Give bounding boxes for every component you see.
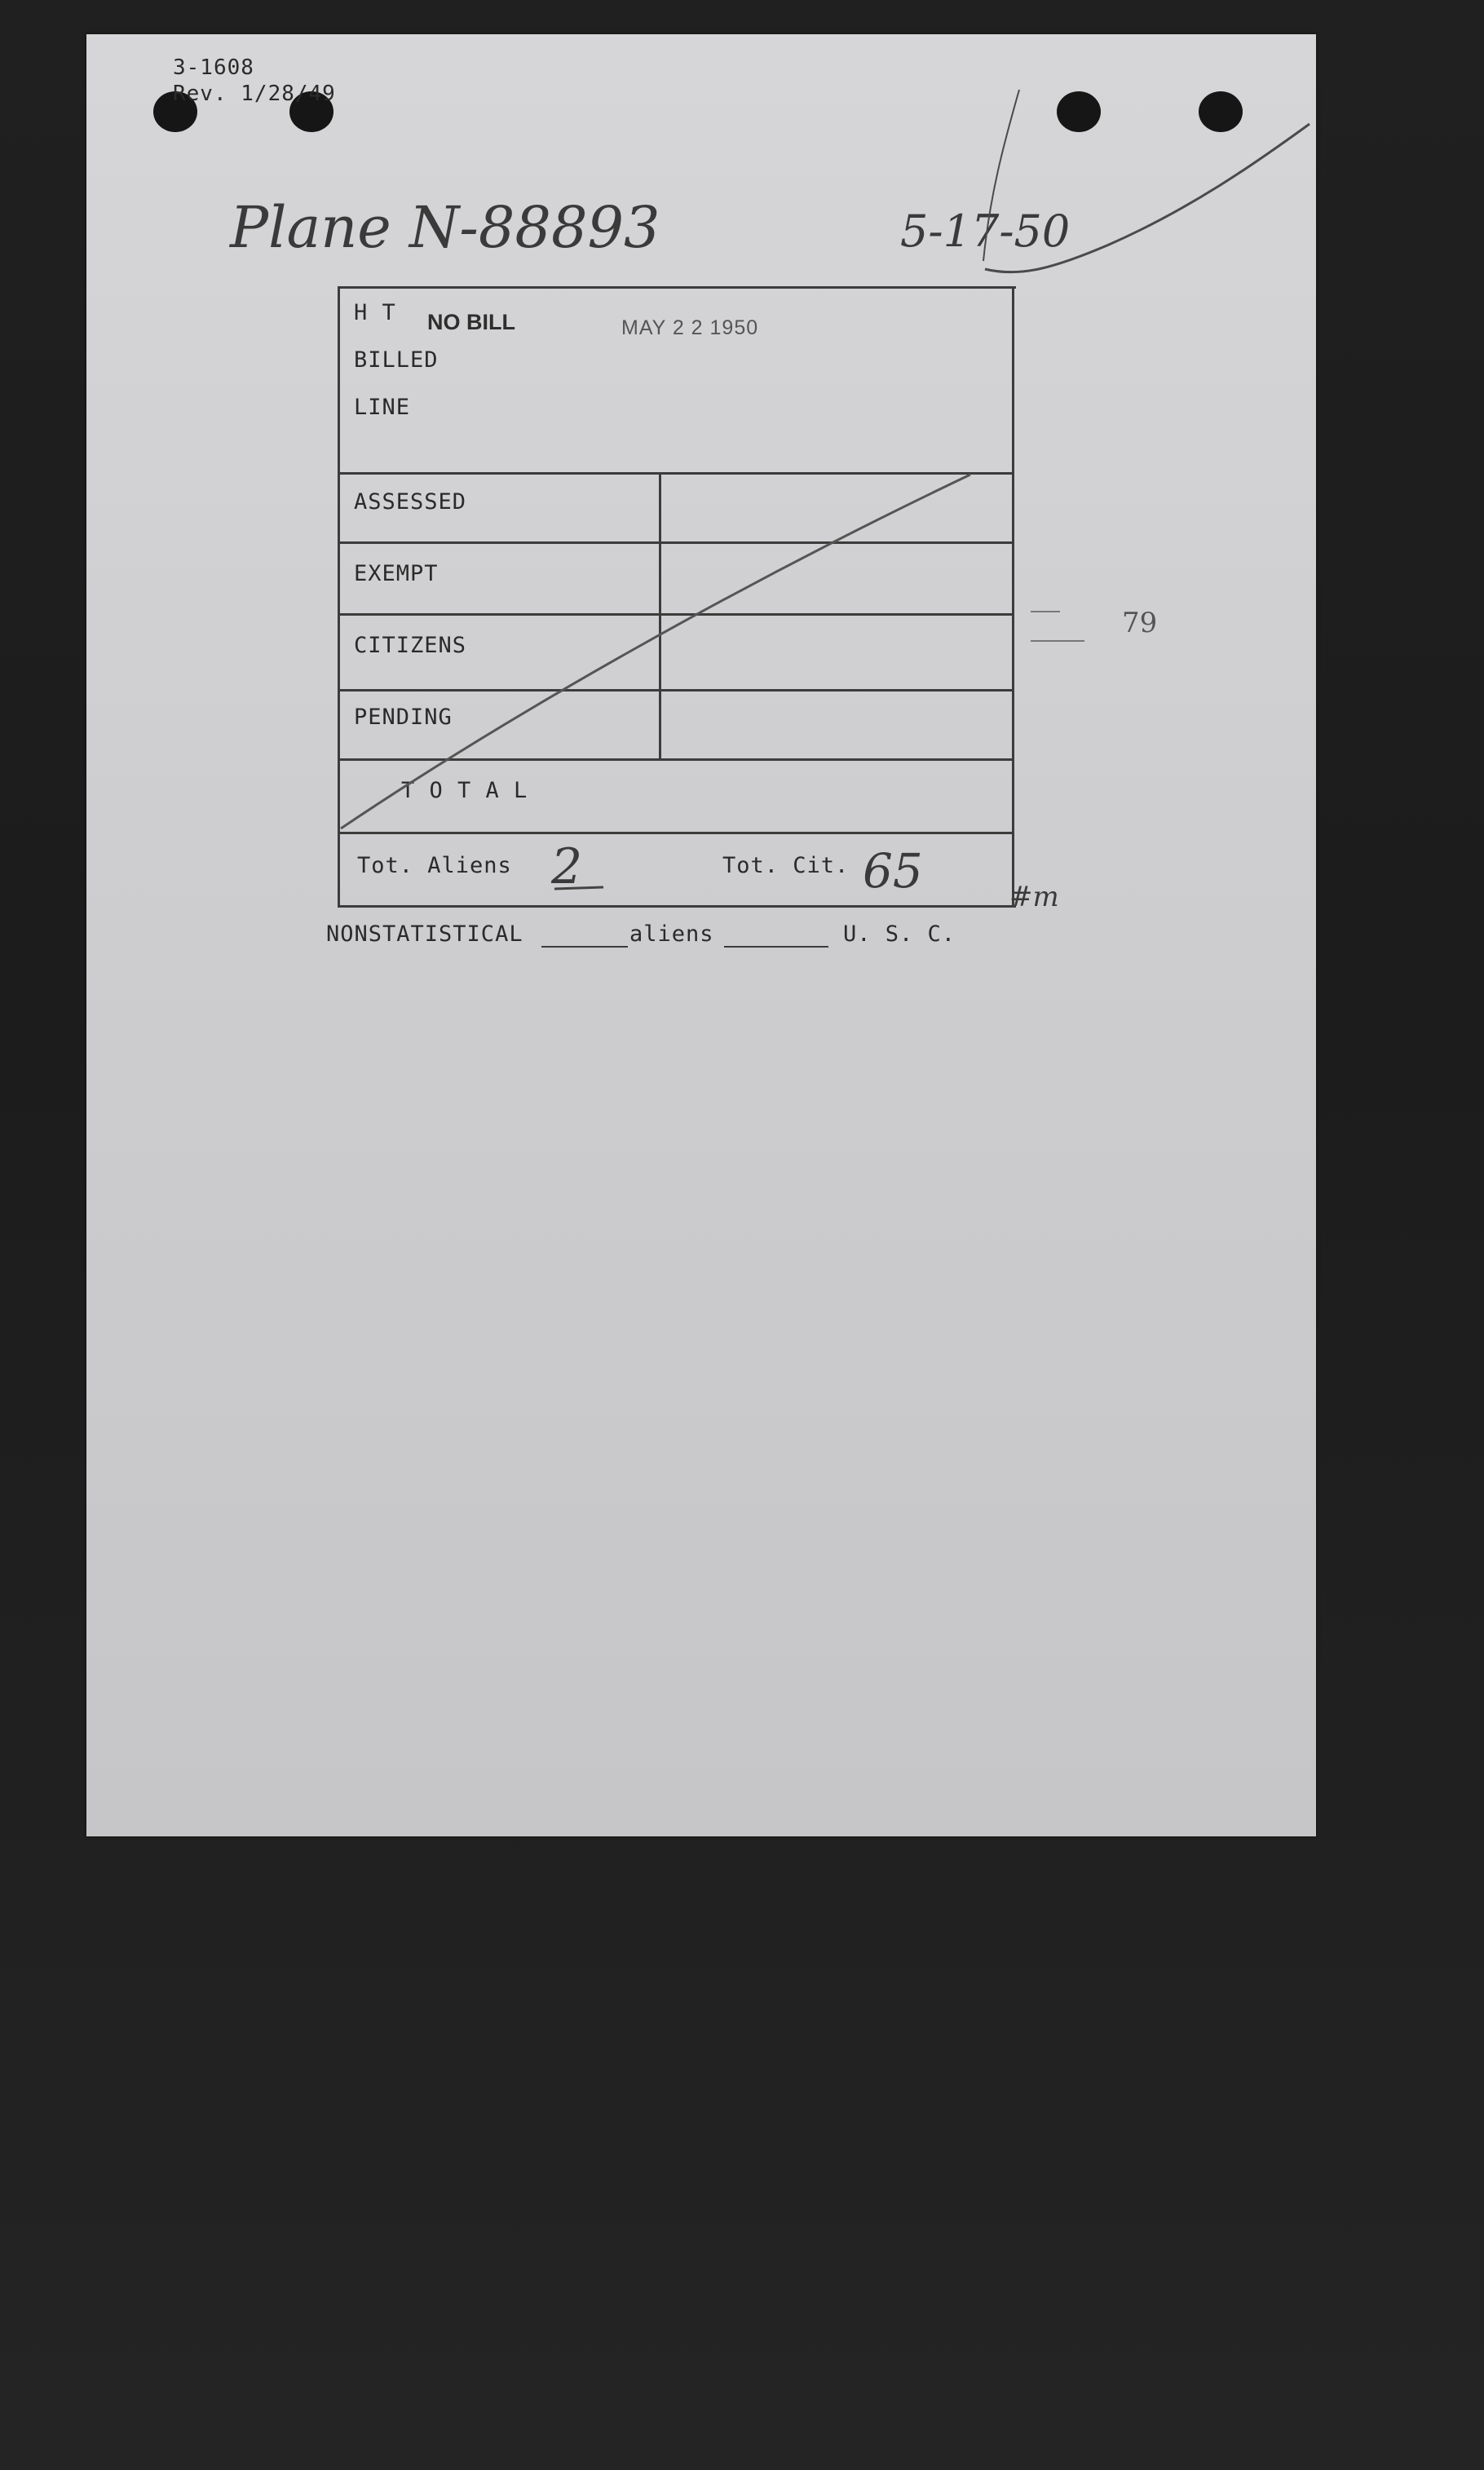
date-stamp: MAY 2 2 1950 [621,316,759,339]
tot-cit-label: Tot. Cit. [722,853,850,878]
citizens-count-handwriting: 65 [863,843,923,899]
nonstatistical-label: NONSTATISTICAL [326,921,523,947]
strike-through-line [341,475,970,828]
form-number: 3-1608 [173,55,254,80]
no-bill-stamp: NO BILL [427,310,515,334]
underline-stroke [554,887,603,889]
tot-aliens-label: Tot. Aliens [357,853,512,878]
initials-handwriting: #m [1009,881,1059,913]
header-label-line: LINE [354,395,411,420]
usc-label: U. S. C. [843,921,956,947]
margin-number: 79 [1122,607,1158,639]
header-label-ht: H T [354,300,396,325]
date-handwriting: 5-17-50 [900,205,1071,257]
row-label-exempt: EXEMPT [354,561,439,586]
aliens-label: aliens [629,921,714,947]
corner-pen-stroke [983,90,1019,261]
row-label-assessed: ASSESSED [354,489,467,515]
form-revision: Rev. 1/28/49 [173,82,336,106]
plane-handwriting: Plane N-88893 [230,194,660,261]
row-label-citizens: CITIZENS [354,633,467,658]
header-label-billed: BILLED [354,347,439,373]
row-label-pending: PENDING [354,705,453,730]
dash-marks [1031,612,1084,641]
total-label: T O T A L [401,778,528,803]
aliens-count-handwriting: 2 [551,838,583,895]
corner-pen-stroke [985,124,1310,272]
